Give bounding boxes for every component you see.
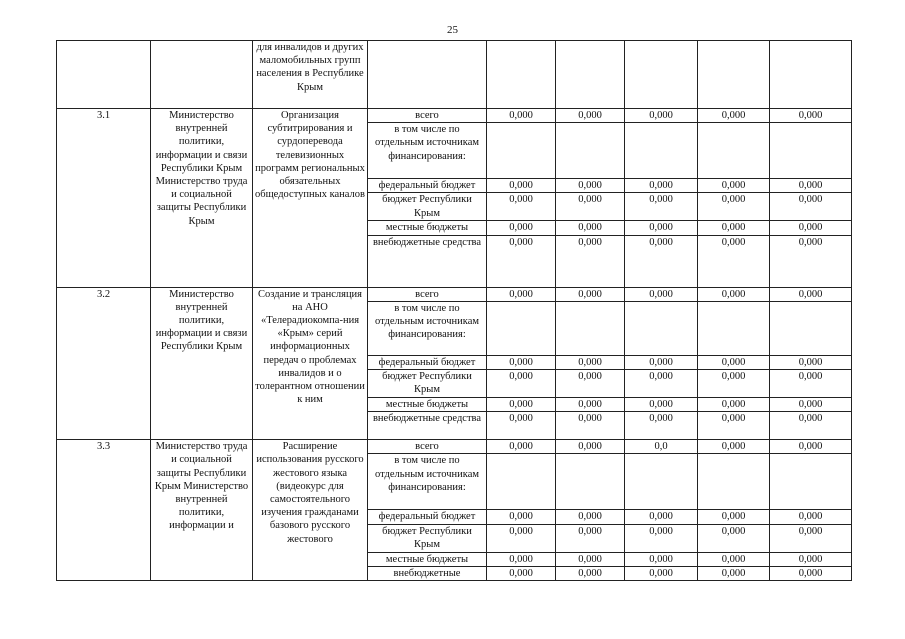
executor-cell: Министерство труда и социальной защиты Республики Крым Министерство внутренней политики, информации и [151, 440, 253, 581]
value-cell: 0,000 [625, 235, 698, 287]
value-cell: 0,000 [487, 440, 556, 454]
value-cell: 0,000 [487, 566, 556, 580]
value-cell: 0,000 [556, 235, 625, 287]
source-label: всего [368, 440, 487, 454]
value-cell: 0,000 [556, 524, 625, 552]
value-cell: 0,000 [487, 398, 556, 412]
value-cell: 0,000 [698, 221, 770, 235]
value-cell: 0,000 [487, 412, 556, 440]
value-cell: 0,000 [770, 287, 852, 301]
source-label: всего [368, 109, 487, 123]
source-label: местные бюджеты [368, 221, 487, 235]
value-cell: 0,000 [556, 552, 625, 566]
value-cell: 0,000 [698, 552, 770, 566]
value-cell: 0,000 [770, 193, 852, 221]
value-cell: 0,000 [556, 566, 625, 580]
source-label: федеральный бюджет [368, 355, 487, 369]
value-cell: 0,000 [556, 109, 625, 123]
value-cell: 0,000 [487, 221, 556, 235]
value-cell: 0,0 [625, 440, 698, 454]
value-cell [487, 301, 556, 355]
value-cell: 0,000 [487, 287, 556, 301]
executor-cell: Министерство внутренней политики, информации и связи Республики Крым [151, 287, 253, 440]
value-cell: 0,000 [698, 566, 770, 580]
value-cell: 0,000 [625, 221, 698, 235]
value-cell [487, 41, 556, 109]
value-cell: 0,000 [487, 193, 556, 221]
value-cell: 0,000 [487, 510, 556, 524]
value-cell: 0,000 [556, 412, 625, 440]
value-cell: 0,000 [770, 412, 852, 440]
value-cell: 0,000 [625, 287, 698, 301]
value-cell: 0,000 [556, 398, 625, 412]
activity-cell: Расширение использования русского жестового языка (видеокурс для самостоятельного изучения гражданами базового русского жестового [253, 440, 368, 581]
value-cell: 0,000 [556, 510, 625, 524]
value-cell [698, 454, 770, 510]
value-cell: 0,000 [770, 398, 852, 412]
value-cell: 0,000 [625, 510, 698, 524]
value-cell: 0,000 [698, 524, 770, 552]
value-cell: 0,000 [625, 412, 698, 440]
value-cell [625, 454, 698, 510]
value-cell [487, 123, 556, 179]
value-cell: 0,000 [770, 524, 852, 552]
source-label: бюджет Республики Крым [368, 524, 487, 552]
value-cell: 0,000 [625, 398, 698, 412]
value-cell: 0,000 [556, 193, 625, 221]
value-cell: 0,000 [698, 193, 770, 221]
value-cell: 0,000 [625, 193, 698, 221]
page-number: 25 [447, 24, 458, 36]
value-cell: 0,000 [556, 370, 625, 398]
value-cell: 0,000 [770, 370, 852, 398]
value-cell: 0,000 [770, 552, 852, 566]
value-cell [556, 41, 625, 109]
source-label: бюджет Республики Крым [368, 193, 487, 221]
value-cell [698, 301, 770, 355]
value-cell: 0,000 [487, 524, 556, 552]
continuation-row [57, 41, 852, 109]
table-row [57, 109, 852, 123]
value-cell: 0,000 [698, 398, 770, 412]
value-cell: 0,000 [770, 510, 852, 524]
row-number-cell: 3.1 [57, 109, 151, 288]
value-cell [770, 454, 852, 510]
value-cell: 0,000 [625, 524, 698, 552]
row-number-cell [57, 41, 151, 109]
value-cell: 0,000 [556, 221, 625, 235]
value-cell: 0,000 [770, 355, 852, 369]
value-cell: 0,000 [487, 370, 556, 398]
value-cell: 0,000 [770, 235, 852, 287]
value-cell [770, 301, 852, 355]
value-cell: 0,000 [556, 179, 625, 193]
funding-table [56, 40, 852, 581]
source-label: внебюджетные средства [368, 235, 487, 287]
value-cell [698, 123, 770, 179]
source-label: внебюджетные [368, 566, 487, 580]
value-cell: 0,000 [770, 179, 852, 193]
value-cell: 0,000 [698, 235, 770, 287]
activity-cell: Организация субтитрирования и сурдоперевода телевизионных программ региональных обязательных общедоступных каналов [253, 109, 368, 288]
value-cell: 0,000 [698, 440, 770, 454]
executor-cell: Министерство внутренней политики, информации и связи Республики Крым Министерство труда и социальной защиты Республики Крым [151, 109, 253, 288]
value-cell: 0,000 [487, 552, 556, 566]
table-row [57, 440, 852, 454]
value-cell: 0,000 [698, 370, 770, 398]
value-cell: 0,000 [625, 179, 698, 193]
value-cell [556, 301, 625, 355]
source-label: местные бюджеты [368, 398, 487, 412]
source-label: местные бюджеты [368, 552, 487, 566]
source-label: всего [368, 287, 487, 301]
value-cell: 0,000 [556, 355, 625, 369]
source-label: федеральный бюджет [368, 179, 487, 193]
row-number-cell: 3.2 [57, 287, 151, 440]
value-cell: 0,000 [770, 221, 852, 235]
value-cell [770, 123, 852, 179]
value-cell: 0,000 [625, 109, 698, 123]
value-cell [625, 41, 698, 109]
row-number-cell: 3.3 [57, 440, 151, 581]
value-cell: 0,000 [698, 510, 770, 524]
value-cell: 0,000 [698, 355, 770, 369]
source-label: внебюджетные средства [368, 412, 487, 440]
value-cell: 0,000 [698, 287, 770, 301]
value-cell [770, 41, 852, 109]
value-cell: 0,000 [698, 412, 770, 440]
value-cell: 0,000 [625, 552, 698, 566]
value-cell: 0,000 [698, 179, 770, 193]
value-cell: 0,000 [698, 109, 770, 123]
value-cell [556, 454, 625, 510]
value-cell: 0,000 [487, 355, 556, 369]
value-cell: 0,000 [556, 287, 625, 301]
source-label: федеральный бюджет [368, 510, 487, 524]
value-cell: 0,000 [770, 566, 852, 580]
value-cell: 0,000 [770, 440, 852, 454]
table-row [57, 287, 852, 301]
value-cell: 0,000 [487, 109, 556, 123]
value-cell [556, 123, 625, 179]
source-label: в том числе по отдельным источникам финансирования: [368, 454, 487, 510]
executor-cell [151, 41, 253, 109]
value-cell: 0,000 [625, 355, 698, 369]
value-cell: 0,000 [625, 566, 698, 580]
activity-cell: Создание и трансляция на АНО «Телерадиокомпа-ния «Крым» серий информационных передач о проблемах инвалидов и о толерантном отношении к ним [253, 287, 368, 440]
value-cell [625, 123, 698, 179]
source-cell [368, 41, 487, 109]
value-cell [698, 41, 770, 109]
source-label: в том числе по отдельным источникам финансирования: [368, 301, 487, 355]
value-cell: 0,000 [556, 440, 625, 454]
value-cell [487, 454, 556, 510]
source-label: в том числе по отдельным источникам финансирования: [368, 123, 487, 179]
value-cell: 0,000 [770, 109, 852, 123]
value-cell [625, 301, 698, 355]
value-cell: 0,000 [487, 235, 556, 287]
activity-cell: для инвалидов и других маломобильных групп населения в Республике Крым [253, 41, 368, 109]
value-cell: 0,000 [487, 179, 556, 193]
value-cell: 0,000 [625, 370, 698, 398]
source-label: бюджет Республики Крым [368, 370, 487, 398]
